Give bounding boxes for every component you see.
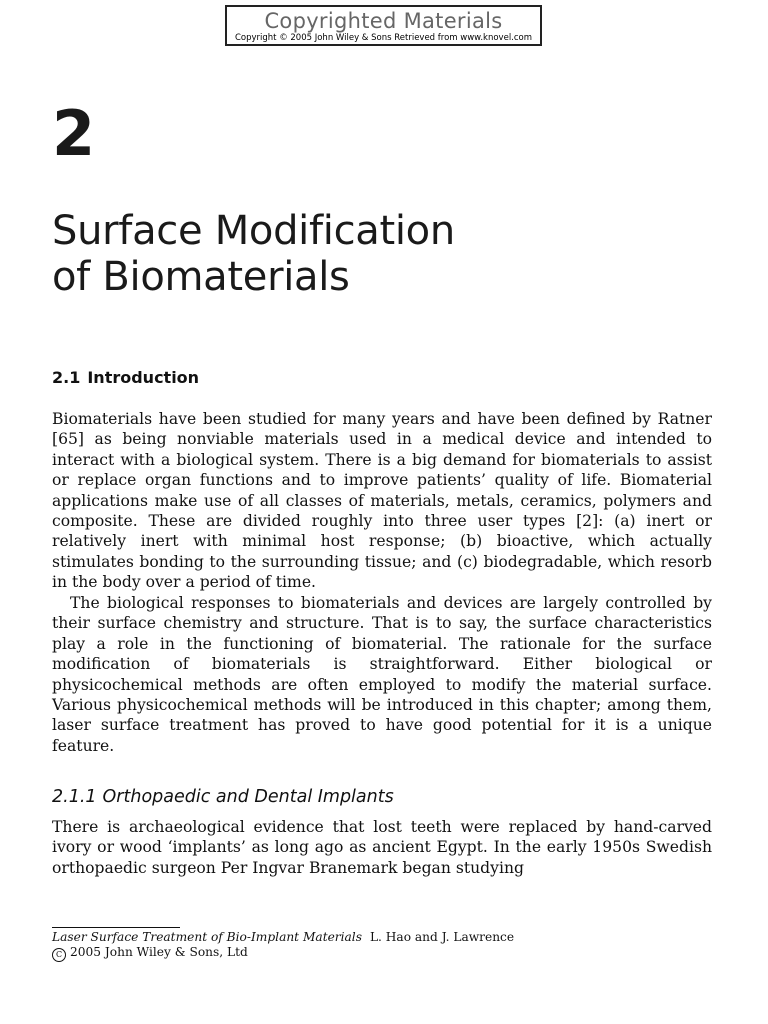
chapter-title-line-1: Surface Modification bbox=[52, 208, 455, 254]
footnote-divider bbox=[52, 927, 180, 928]
section-number: 2.1 bbox=[52, 368, 81, 387]
footer-line-1 bbox=[52, 930, 712, 945]
paragraph-intro-2: The biological responses to biomaterials and devices are largely controlled by their surface chemistry and structure. That is to say, the surface characteristics play a role in the functioning of biomaterial. The rationale for the surface modification of biomaterials is straightforward. Either biological or physicochemical methods are often employed to modify the material surface. Various physicochemical methods will be introduced in this chapter; among them, laser surface treatment has proved to have good potential for it is a unique feature. bbox=[52, 594, 712, 755]
subsection-title: Orthopaedic and Dental Implants bbox=[102, 787, 394, 807]
paragraph-intro-1: Biomaterials have been studied for many years and have been defined by Ratner [65] as being nonviable materials used in a medical device and intended to interact with a biological system. There is a big demand for biomaterials to assist or replace organ functions and to improve patients’ quality of life. Biomaterial applications make use of all classes of materials, metals, ceramics, polymers and composite. These are divided roughly into three user types [2]: (a) inert or relatively inert with minimal host response; (b) bioactive, which actually stimulates bonding to the surrounding tissue; and (c) biodegradable, which resorb in the body over a period of time. bbox=[52, 410, 712, 592]
copyright-banner bbox=[225, 5, 542, 46]
subsection-heading bbox=[52, 786, 394, 808]
footer-copyright: 2005 John Wiley & Sons, Ltd bbox=[70, 945, 248, 959]
section-heading bbox=[52, 367, 199, 389]
chapter-title bbox=[52, 208, 702, 300]
subsection-number: 2.1.1 bbox=[52, 787, 97, 807]
footer-authors: L. Hao and J. Lawrence bbox=[369, 930, 515, 944]
footer-line-2 bbox=[52, 945, 712, 962]
page-footer bbox=[52, 930, 712, 962]
section-title: Introduction bbox=[87, 368, 200, 387]
chapter-title-line-2: of Biomaterials bbox=[52, 254, 350, 300]
chapter-number: 2 bbox=[52, 97, 96, 170]
footer-book-title: Laser Surface Treatment of Bio-Implant Materials bbox=[52, 930, 362, 944]
paragraph-implants-1: There is archaeological evidence that lost teeth were replaced by hand-carved ivory or wood ‘implants’ as long ago as ancient Egypt. In the early 1950s Swedish orthopaedic surgeon Per Ingvar Branemark began studying bbox=[52, 818, 712, 877]
copyright-icon: C bbox=[52, 948, 66, 962]
banner-title: Copyrighted Materials bbox=[264, 9, 503, 33]
banner-subtitle: Copyright © 2005 John Wiley & Sons Retrieved from www.knovel.com bbox=[234, 33, 533, 43]
